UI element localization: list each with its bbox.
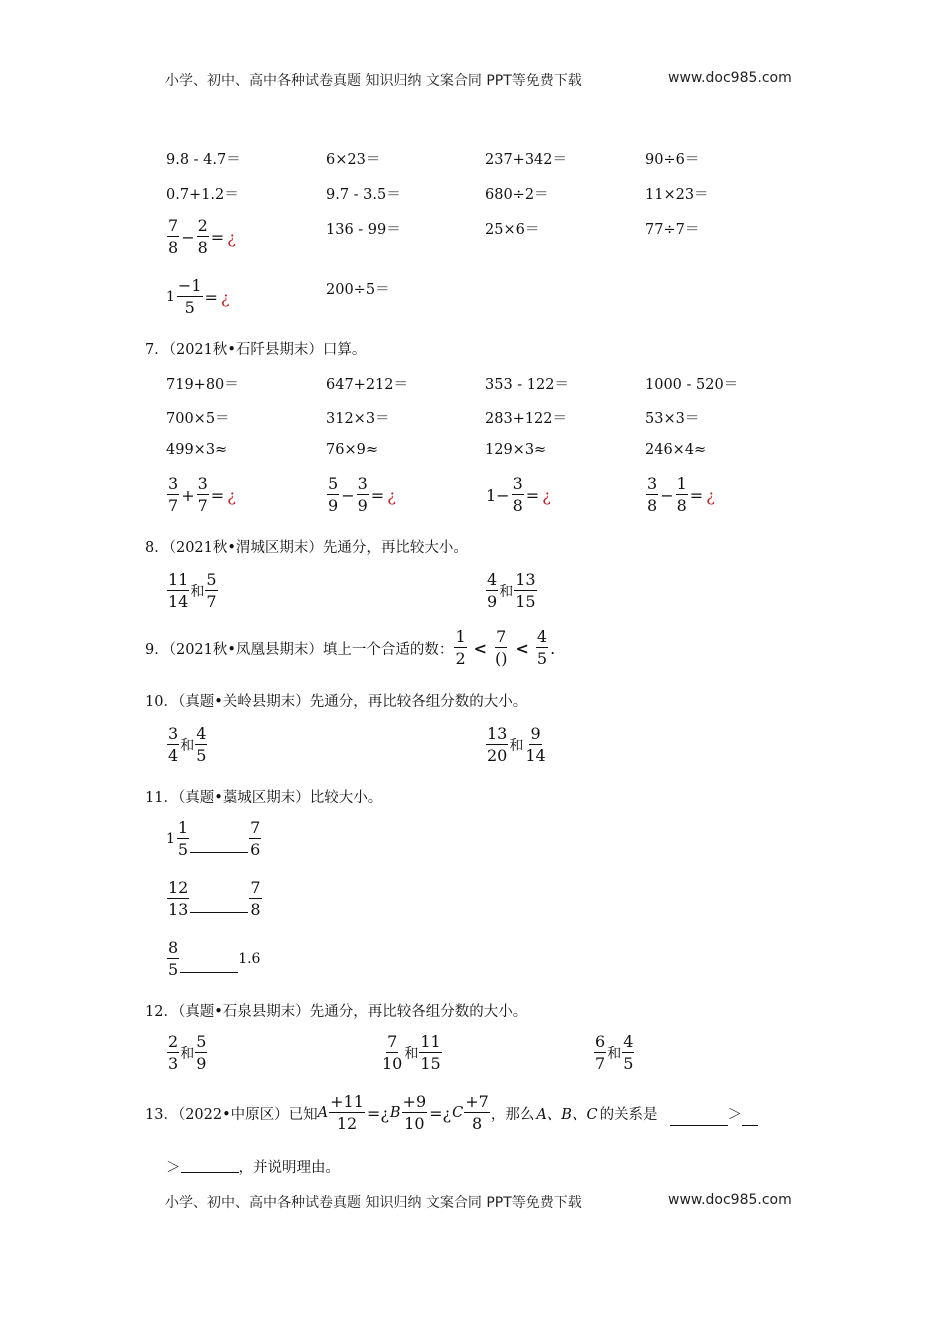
numerator: 4 [536,627,548,646]
denominator: 5 [623,1054,634,1073]
text-fragment: ，并说明理由。 [238,1160,340,1176]
numerator: 7 [168,216,179,235]
calc-item: 700×5＝ [166,411,230,427]
calc-item: 77÷7＝ [645,222,700,238]
denominator: 3 [168,1054,179,1073]
answer-blank[interactable] [742,1113,758,1126]
denominator: 12 [336,1114,358,1133]
fraction [167,1034,179,1072]
answer-blank[interactable] [190,840,248,853]
answer-placeholder: ¿ [387,485,396,505]
question-title: 7．（2021秋•石阡县期末）口算。 [145,342,367,358]
calc-item: 680÷2＝ [485,187,549,203]
text-fragment: ，那么 [490,1106,535,1123]
numerator: 6 [595,1032,606,1051]
numerator: 13 [515,570,536,589]
numerator: 12 [168,878,189,897]
operator: − [660,485,674,505]
denominator-blank[interactable]: () [495,649,508,668]
denominator: 7 [197,496,208,515]
answer-blank[interactable] [180,960,238,973]
fraction [646,476,658,514]
numerator: +7 [465,1092,489,1111]
less-than: < [515,638,529,658]
equals: = [210,227,225,247]
variable-b: B [389,1105,401,1121]
calc-item: 136 - 99＝ [326,222,401,238]
numerator: +11 [330,1092,364,1111]
period: . [550,638,556,658]
denominator: 15 [515,592,536,611]
compare-row [166,880,263,918]
numerator: 3 [512,474,523,493]
fraction [402,1094,428,1132]
denominator: 14 [168,592,189,611]
denominator: 7 [168,496,179,515]
fraction-pair [593,1034,635,1072]
calc-item: 6×23＝ [326,152,381,168]
operator: − [341,485,355,505]
fraction [524,726,546,764]
fraction-expression [645,476,715,514]
fraction [419,1034,441,1072]
denominator: 8 [676,496,687,515]
answer-blank[interactable] [181,1160,239,1173]
calc-item: 719+80＝ [166,377,239,393]
calc-item: 76×9≈ [326,442,378,458]
numerator: 4 [196,724,207,743]
less-than: < [473,638,488,658]
question-title: 9．（2021秋•凤凰县期末）填上一个合适的数： [145,641,454,658]
variable-a: A [317,1105,329,1121]
fraction [329,1094,365,1132]
numerator: 2 [168,1032,179,1051]
denominator: 8 [250,900,261,919]
fraction [167,572,189,610]
question-title: 12．（真题•石泉县期末）先通分，再比较各组分数的大小。 [145,1004,528,1020]
calc-item: 246×4≈ [645,442,707,458]
answer-placeholder: ¿ [542,485,551,505]
fraction [195,726,207,764]
denominator: 8 [168,238,179,257]
fraction-pair [166,726,208,764]
equals: = [689,485,704,505]
question-13 [145,1094,758,1132]
numerator: 4 [487,570,498,589]
question-title: 8．（2021秋•渭城区期末）先通分，再比较大小。 [145,540,468,556]
fraction [512,476,524,514]
fraction [167,476,179,514]
answer-placeholder: ¿ [220,287,230,307]
numerator: 3 [647,474,658,493]
numerator: 11 [420,1032,441,1051]
denominator: 8 [471,1114,483,1133]
numerator: 7 [250,878,261,897]
greater-than: ＞ [727,1106,743,1123]
fraction [249,880,261,918]
denominator: 8 [647,496,658,515]
numerator: 2 [197,216,208,235]
numerator: 7 [496,627,507,646]
equals: = [370,485,385,505]
fraction [167,880,189,918]
fraction [167,940,179,978]
whole-number: 1 [166,289,175,305]
fraction [454,629,466,667]
question-title: 11．（真题•藁城区期末）比较大小。 [145,790,383,806]
fraction [676,476,688,514]
numerator: 1 [455,627,466,646]
equals: =¿ [366,1103,389,1123]
fraction [464,1094,490,1132]
fraction-blank[interactable] [494,629,508,667]
numerator: 5 [206,570,217,589]
and-word: 和 [509,738,524,754]
equals: = [525,485,540,505]
numerator: 7 [387,1032,398,1051]
text-fragment: 的关系是 [599,1106,658,1123]
answer-blank[interactable] [670,1113,728,1126]
denominator: 8 [512,496,523,515]
equals: = [204,287,218,307]
whole-number: 1 [166,831,175,847]
calc-item: 237+342＝ [485,152,568,168]
numerator: 1 [676,474,687,493]
answer-placeholder: ¿ [706,485,715,505]
fraction [177,278,203,316]
numerator: 5 [196,1032,207,1051]
denominator: 6 [250,840,261,859]
fraction [195,1034,207,1072]
fraction [167,218,179,256]
fraction-expression [485,476,551,514]
fraction [536,629,548,667]
fraction [514,572,536,610]
denominator: 8 [197,238,208,257]
denominator: 5 [196,746,207,765]
denominator: 5 [168,960,179,979]
fraction [486,726,508,764]
denominator: 9 [357,496,368,515]
fraction-expression [166,218,236,256]
calc-item: 129×3≈ [485,442,547,458]
fraction-pair [166,1034,208,1072]
variable-c: C [452,1105,464,1121]
numerator: 7 [250,818,261,837]
fraction [197,476,209,514]
numerator: 11 [168,570,189,589]
fraction [167,726,179,764]
numerator: 4 [623,1032,634,1051]
calc-item: 9.8 - 4.7＝ [166,152,241,168]
numerator: 3 [168,724,179,743]
denominator: 5 [184,298,195,317]
numerator: −1 [177,276,202,295]
compare-row [166,820,262,858]
greater-than: ＞ [166,1160,181,1176]
numerator: 9 [530,724,541,743]
fraction-expression [166,476,236,514]
calc-item: 53×3＝ [645,411,700,427]
denominator: 10 [382,1054,403,1073]
denominator: 7 [206,592,217,611]
fraction [486,572,498,610]
denominator: 4 [168,746,179,765]
denominator: 5 [177,840,189,859]
operator: 1− [486,485,510,505]
denominator: 5 [536,649,548,668]
fraction-expression [326,476,396,514]
question-13-line2 [166,1156,340,1177]
numerator: 3 [197,474,208,493]
question-9 [145,629,556,667]
fraction [205,572,217,610]
denominator: 13 [168,900,189,919]
fraction [249,820,261,858]
footer-url: www.doc985.com [668,1192,792,1208]
fraction-pair [166,572,219,610]
calc-item: 0.7+1.2＝ [166,187,239,203]
and-word: 和 [180,1046,195,1062]
fraction-pair [485,572,538,610]
fraction-pair [485,726,548,764]
question-title: 10．（真题•关岭县期末）先通分，再比较各组分数的大小。 [145,694,528,710]
calc-item: 283+122＝ [485,411,568,427]
calc-item: 90÷6＝ [645,152,700,168]
compare-row [166,940,260,978]
question-title: 13．（2022•中原区）已知 [145,1106,318,1123]
denominator: 9 [196,1054,207,1073]
numerator: 5 [328,474,339,493]
denominator: 10 [404,1114,425,1133]
and-word: 和 [607,1046,622,1062]
fraction [177,820,189,858]
fraction-expression [166,278,230,316]
denominator: 20 [487,746,508,765]
answer-placeholder: ¿ [227,227,236,247]
denominator: 14 [525,746,546,765]
denominator: 7 [595,1054,606,1073]
calc-item: 11×23＝ [645,187,709,203]
fraction [327,476,339,514]
equals: = [210,485,225,505]
calc-item: 9.7 - 3.5＝ [326,187,401,203]
calc-item: 200÷5＝ [326,282,390,298]
calc-item: 1000 - 520＝ [645,377,739,393]
fraction [381,1034,403,1072]
operator: + [181,485,195,505]
answer-blank[interactable] [190,900,248,913]
numerator: 3 [357,474,368,493]
fraction [594,1034,606,1072]
fraction [197,218,209,256]
calc-item: 647+212＝ [326,377,409,393]
numerator: 1 [177,818,189,837]
equals: =¿ [429,1103,452,1123]
header-url: www.doc985.com [668,70,792,86]
denominator: 15 [420,1054,441,1073]
and-word: 和 [180,738,195,754]
numerator: +9 [402,1092,427,1111]
answer-placeholder: ¿ [227,485,236,505]
denominator: 9 [487,592,498,611]
calc-item: 353 - 122＝ [485,377,569,393]
denominator: 2 [455,649,466,668]
numerator: 13 [487,724,508,743]
header-text: 小学、初中、高中各种试卷真题 知识归纳 文案合同 PPT等免费下载 [165,73,582,89]
fraction [622,1034,634,1072]
fraction [357,476,369,514]
denominator: 9 [328,496,339,515]
numerator: 8 [168,938,179,957]
calc-item: 25×6＝ [485,222,540,238]
numerator: 3 [168,474,179,493]
variables: A、B、C [536,1106,598,1123]
decimal-value: 1.6 [238,951,261,967]
calc-item: 312×3＝ [326,411,390,427]
footer-text: 小学、初中、高中各种试卷真题 知识归纳 文案合同 PPT等免费下载 [165,1195,582,1211]
and-word: 和 [499,584,514,600]
and-word: 和 [190,584,205,600]
and-word: 和 [404,1046,419,1062]
fraction-pair [380,1034,443,1072]
calc-item: 499×3≈ [166,442,228,458]
operator: − [181,227,195,247]
